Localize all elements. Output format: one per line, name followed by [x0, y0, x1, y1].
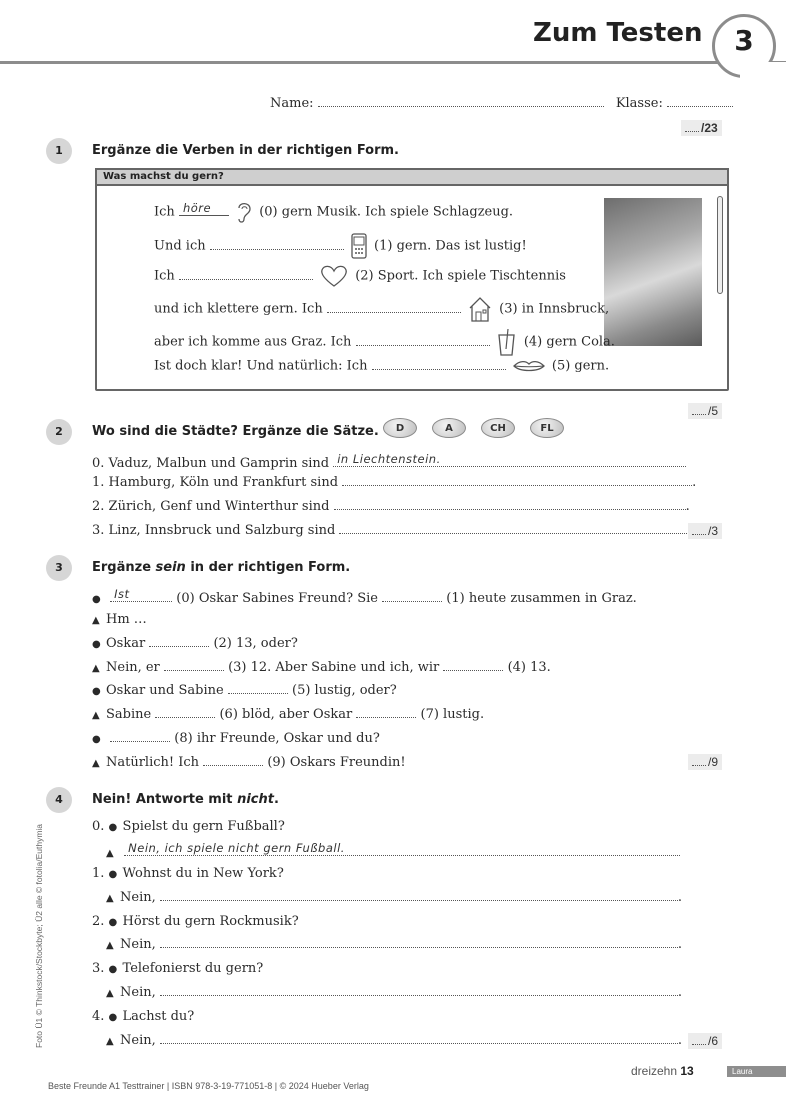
exercise-number: 4 — [46, 787, 72, 813]
dialogue-line: ▲ Nein, er (3) 12. Aber Sabine und ich, wir (4) 13. — [92, 660, 551, 675]
scrollbar[interactable] — [717, 196, 723, 294]
exercise-score: /5 — [688, 403, 722, 419]
dialogue-line: ● (8) ihr Freunde, Oskar und du? — [92, 731, 380, 746]
ex1-line: Ich (2) Sport. Ich spiele Tischtennis — [154, 264, 566, 288]
total-score: /23 — [681, 120, 722, 136]
answer-line: ▲ Nein, . — [106, 937, 683, 952]
answer-field[interactable] — [149, 636, 209, 647]
answer-field[interactable] — [160, 1033, 678, 1044]
phone-icon — [350, 232, 368, 260]
answer-field[interactable] — [443, 660, 503, 671]
answer-field[interactable]: Nein, ich spiele nicht gern Fußball. — [124, 842, 680, 856]
photo-credit: Foto Ü1 © Thinkstock/Stockbyte; Ü2 alle © fotolia/Euthymia — [34, 823, 44, 1048]
answer-field[interactable] — [327, 302, 461, 313]
dialogue-line: ● Oskar (2) 13, oder? — [92, 636, 298, 651]
answer-field[interactable] — [356, 335, 490, 346]
answer-field[interactable] — [110, 731, 170, 742]
question-line: 1. ● Wohnst du in New York? — [92, 866, 284, 881]
question-line: 3. ● Telefonierst du gern? — [92, 961, 264, 976]
class-input[interactable] — [667, 96, 733, 107]
footer-publisher: Beste Freunde A1 Testtrainer | ISBN 978-3-19-771051-8 | © 2024 Hueber Verlag — [48, 1081, 369, 1091]
answer-field[interactable] — [155, 707, 215, 718]
footer-tag: Laura — [727, 1066, 786, 1077]
country-badge-ch: CH — [481, 418, 515, 438]
dialogue-line: ● Ist (0) Oskar Sabines Freund? Sie (1) heute zusammen in Graz. — [92, 587, 637, 606]
name-line — [270, 96, 733, 111]
class-label: Klasse: — [615, 96, 663, 111]
glass-icon — [496, 327, 518, 357]
boy-photo — [604, 198, 702, 346]
name-input[interactable] — [318, 96, 604, 107]
answer-field[interactable] — [342, 475, 692, 486]
exercise-score: /6 — [688, 1033, 722, 1049]
ex1-line: Ist doch klar! Und natürlich: Ich (5) gern. — [154, 358, 610, 374]
answer-field[interactable] — [339, 523, 689, 534]
lips-icon — [512, 358, 546, 374]
question-line: 0. ● Spielst du gern Fußball? — [92, 819, 285, 834]
question-line: 4. ● Lachst du? — [92, 1009, 195, 1024]
dialogue-line: ▲ Hm … — [92, 612, 147, 627]
exercise-score: /3 — [688, 523, 722, 539]
dialogue-line: ▲ Sabine (6) blöd, aber Oskar (7) lustig. — [92, 707, 485, 722]
exercise-title: Nein! Antworte mit nicht. — [92, 792, 279, 807]
answer-field[interactable] — [160, 890, 678, 901]
box-title: Was machst du gern? — [95, 168, 729, 186]
country-badge-d: D — [383, 418, 417, 438]
answer-field[interactable] — [160, 937, 678, 948]
answer-field[interactable]: in Liechtenstein. — [333, 453, 686, 467]
page-title: Zum Testen — [533, 18, 703, 48]
answer-field[interactable]: höre — [179, 202, 229, 216]
answer-field[interactable] — [179, 269, 313, 280]
chapter-number: 3 — [734, 24, 754, 57]
answer-field[interactable] — [164, 660, 224, 671]
answer-field[interactable] — [372, 359, 506, 370]
answer-field[interactable] — [203, 755, 263, 766]
dialogue-line: ● Oskar und Sabine (5) lustig, oder? — [92, 683, 397, 698]
exercise-title: Ergänze die Verben in der richtigen Form. — [92, 143, 399, 158]
dialogue-line: ▲ Natürlich! Ich (9) Oskars Freundin! — [92, 755, 406, 770]
exercise-number: 3 — [46, 555, 72, 581]
ex1-line: Und ich (1) gern. Das ist lustig! — [154, 232, 527, 260]
answer-line: ▲ Nein, ich spiele nicht gern Fußball. — [106, 842, 680, 860]
exercise-number: 1 — [46, 138, 72, 164]
answer-line: ▲ Nein, . — [106, 890, 683, 905]
page-number: dreizehn 13 — [631, 1064, 694, 1078]
answer-field[interactable] — [228, 683, 288, 694]
country-badge-fl: FL — [530, 418, 564, 438]
answer-field[interactable] — [382, 591, 442, 602]
answer-field[interactable]: Ist — [110, 588, 172, 602]
question-line: 2. ● Hörst du gern Rockmusik? — [92, 914, 299, 929]
answer-field[interactable] — [210, 239, 344, 250]
name-label: Name: — [270, 96, 314, 111]
ex1-line: und ich klettere gern. Ich (3) in Innsbruck, — [154, 295, 609, 323]
answer-line: ▲ Nein, . — [106, 1033, 683, 1048]
ex1-line: aber ich komme aus Graz. Ich (4) gern Cola. — [154, 327, 615, 357]
exercise-title: Ergänze sein in der richtigen Form. — [92, 560, 351, 575]
ex2-line: 1. Hamburg, Köln und Frankfurt sind . — [92, 475, 697, 490]
answer-field[interactable] — [334, 499, 686, 510]
ex2-line: 2. Zürich, Genf und Winterthur sind . — [92, 499, 690, 514]
house-icon — [467, 295, 493, 323]
ex2-line: 0. Vaduz, Malbun und Gamprin sind in Liechtenstein. — [92, 453, 686, 471]
exercise-score: /9 — [688, 754, 722, 770]
answer-field[interactable] — [356, 707, 416, 718]
country-badge-a: A — [432, 418, 466, 438]
answer-line: ▲ Nein, . — [106, 985, 683, 1000]
ear-icon — [235, 200, 253, 224]
answer-field[interactable] — [160, 985, 678, 996]
header-divider — [0, 61, 786, 64]
ex1-line: Ich höre (0) gern Musik. Ich spiele Schlagzeug. — [154, 200, 513, 224]
exercise-number: 2 — [46, 419, 72, 445]
heart-icon — [319, 264, 349, 288]
exercise-title: Wo sind die Städte? Ergänze die Sätze. — [92, 424, 379, 439]
ex2-line: 3. Linz, Innsbruck und Salzburg sind — [92, 523, 694, 538]
